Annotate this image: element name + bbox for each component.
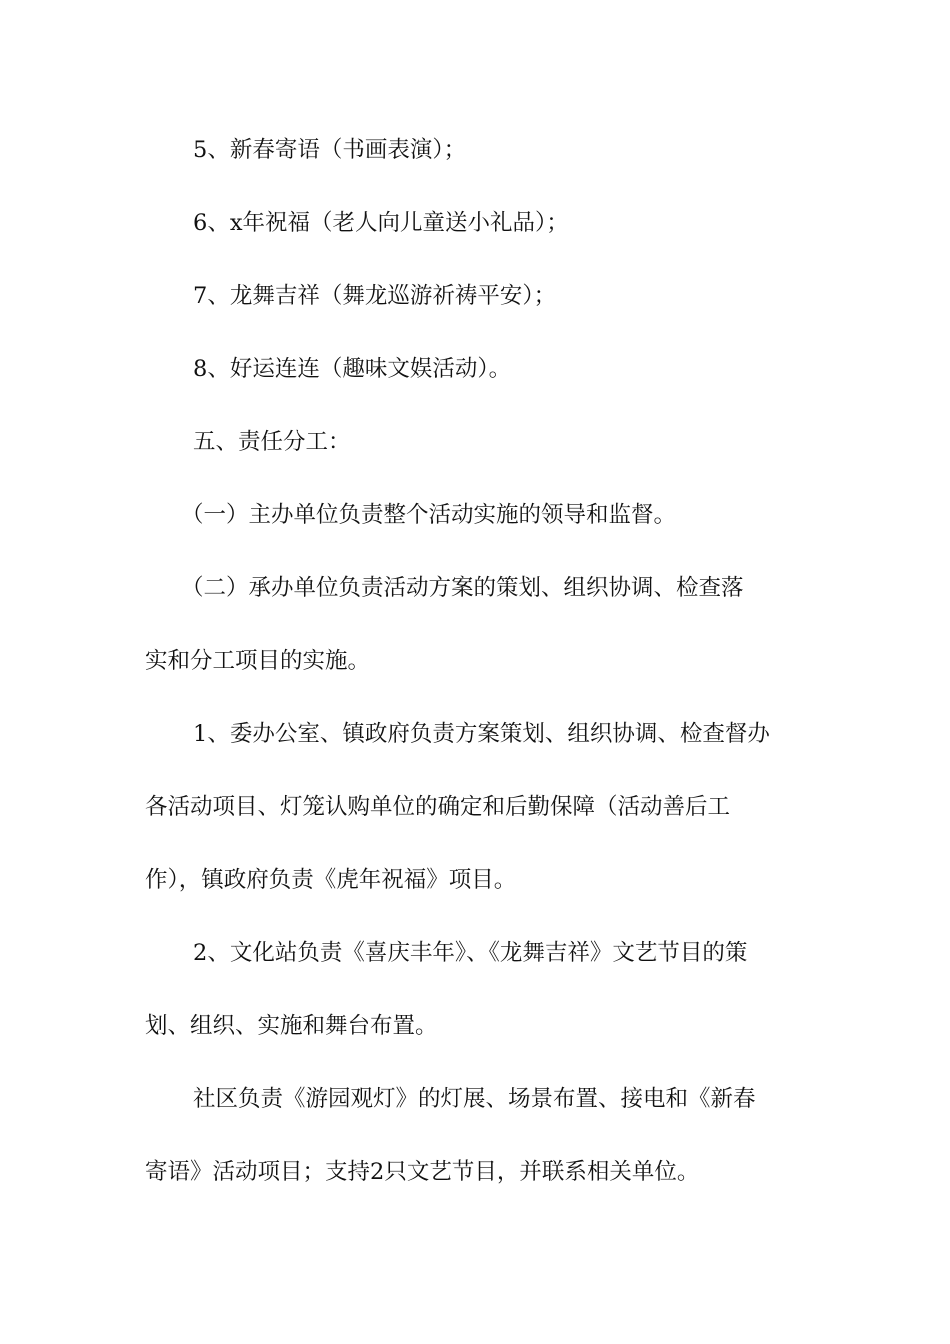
paragraph-community-line-1: 社区负责《游园观灯》的灯展、场景布置、接电和《新春 — [193, 1086, 756, 1112]
paragraph-culture-station-line-2: 划、组织、实施和舞台布置。 — [145, 1013, 438, 1039]
list-item-5: 5、新春寄语（书画表演）； — [193, 137, 467, 163]
paragraph-office-line-2: 各活动项目、灯笼认购单位的确定和后勤保障（活动善后工 — [145, 794, 731, 820]
paragraph-organizer-line-2: 实和分工项目的实施。 — [145, 648, 371, 674]
paragraph-office-line-3: 作），镇政府负责《虎年祝福》项目。 — [145, 867, 517, 893]
paragraph-culture-station-line-1: 2、文化站负责《喜庆丰年》、《龙舞吉祥》文艺节目的策 — [193, 940, 748, 966]
document-body — [145, 132, 805, 1191]
paragraph-organizer-line-1: （二）承办单位负责活动方案的策划、组织协调、检查落 — [181, 575, 744, 601]
list-item-8: 8、好运连连（趣味文娱活动）。 — [193, 356, 512, 382]
list-item-7: 7、龙舞吉祥（舞龙巡游祈祷平安）； — [193, 283, 557, 309]
paragraph-host-unit: （一）主办单位负责整个活动实施的领导和监督。 — [181, 502, 677, 528]
section-heading-responsibility: 五、责任分工： — [193, 429, 351, 455]
paragraph-community-line-2: 寄语》活动项目；支持2只文艺节目，并联系相关单位。 — [145, 1159, 700, 1185]
list-item-6: 6、x年祝福（老人向儿童送小礼品）； — [193, 210, 569, 236]
paragraph-office-line-1: 1、委办公室、镇政府负责方案策划、组织协调、检查督办 — [193, 721, 770, 747]
